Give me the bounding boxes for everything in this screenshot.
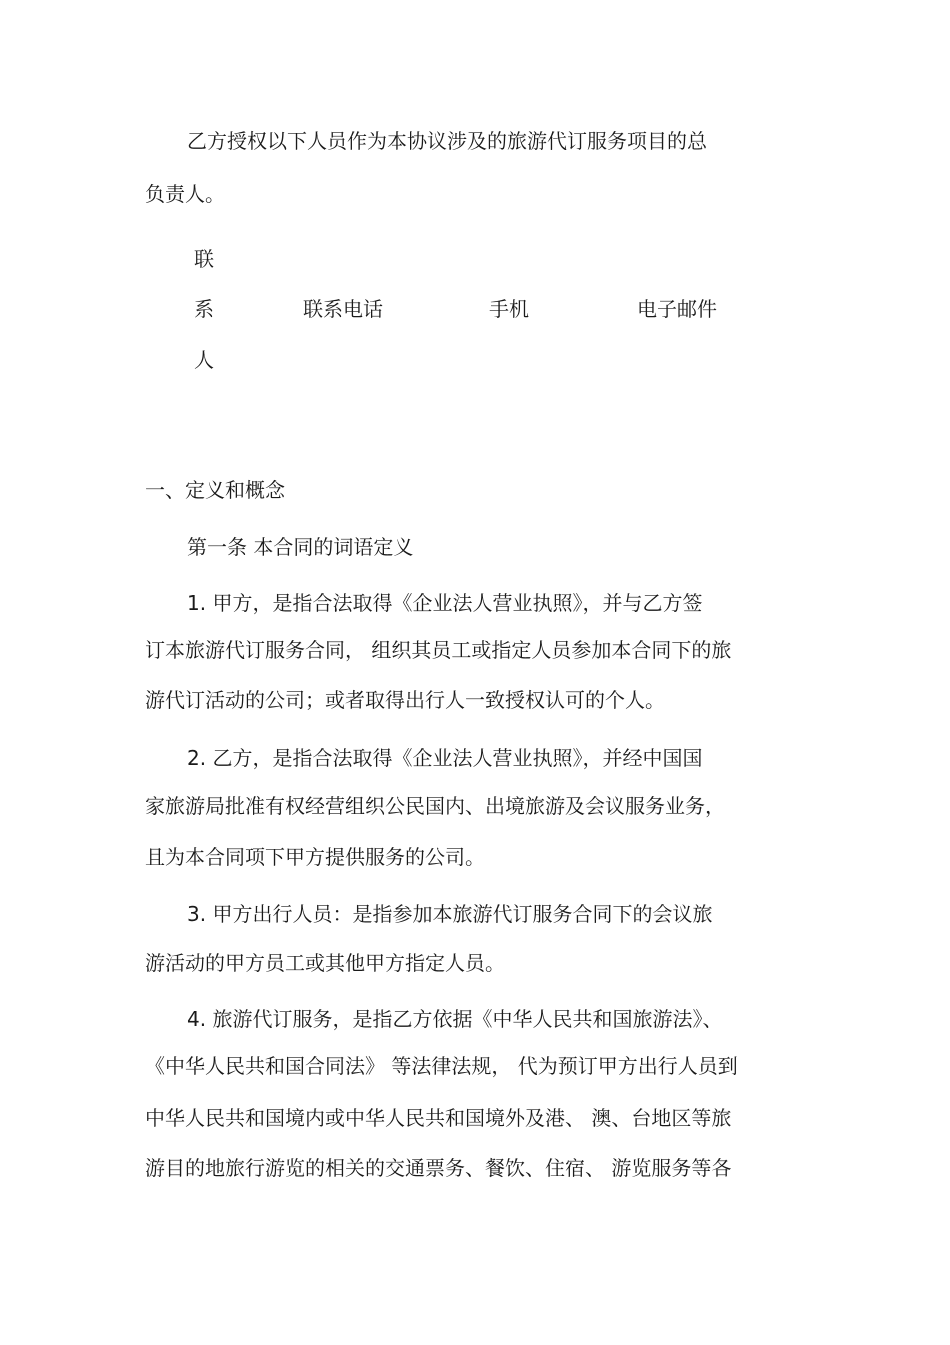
email-column-header: 电子邮件 [637,297,717,321]
contact-label-char-3: 人 [194,348,214,372]
item-2-line-2: 家旅游局批准有权经营组织公民国内、出境旅游及会议服务业务， [145,794,725,818]
intro-line-2: 负责人。 [145,182,225,206]
article-1-title: 第一条 本合同的词语定义 [187,535,414,559]
mobile-column-header: 手机 [489,297,529,321]
item-2-line-3: 且为本合同项下甲方提供服务的公司。 [145,845,485,869]
phone-column-header: 联系电话 [303,297,383,321]
contact-label-char-1: 联 [194,247,214,271]
contact-label-char-2: 系 [194,297,214,321]
item-4-line-2: 《中华人民共和国合同法》 等法律法规， 代为预订甲方出行人员到 [145,1054,738,1078]
item-4-line-3: 中华人民共和国境内或中华人民共和国境外及港、 澳、台地区等旅 [145,1106,732,1130]
item-2-line-1: 2. 乙方，是指合法取得《企业法人营业执照》，并经中国国 [187,746,703,770]
item-1-line-2: 订本旅游代订服务合同， 组织其员工或指定人员参加本合同下的旅 [145,638,732,662]
item-3-line-1: 3. 甲方出行人员：是指参加本旅游代订服务合同下的会议旅 [187,902,713,926]
item-3-line-2: 游活动的甲方员工或其他甲方指定人员。 [145,951,505,975]
item-1-line-1: 1. 甲方，是指合法取得《企业法人营业执照》，并与乙方签 [187,591,703,615]
intro-line-1: 乙方授权以下人员作为本协议涉及的旅游代订服务项目的总 [187,129,707,153]
item-4-line-1: 4. 旅游代订服务，是指乙方依据《中华人民共和国旅游法》、 [187,1007,723,1031]
section-heading: 一、定义和概念 [145,478,285,502]
item-1-line-3: 游代订活动的公司；或者取得出行人一致授权认可的个人。 [145,688,665,712]
item-4-line-4: 游目的地旅行游览的相关的交通票务、餐饮、住宿、 游览服务等各 [145,1156,732,1180]
